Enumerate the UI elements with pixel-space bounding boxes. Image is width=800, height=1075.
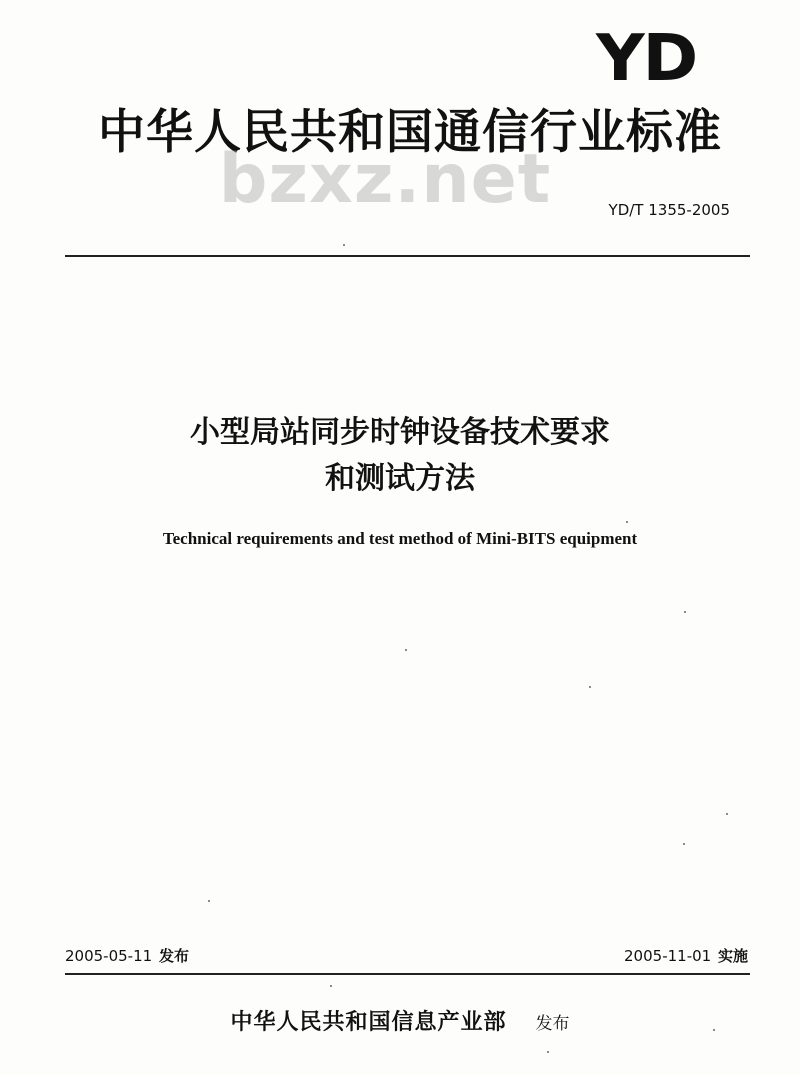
document-title-chinese: [80, 410, 720, 502]
document-title-english: Technical requirements and test method of Mini-BITS equipment: [162, 529, 638, 548]
effective-date-block: [520, 946, 748, 966]
bottom-divider: [65, 973, 750, 975]
publisher-action: 发布: [535, 1014, 570, 1034]
scan-speck: [405, 649, 407, 651]
issue-date: 2005-05-11: [65, 947, 153, 965]
scan-speck: [589, 686, 591, 688]
standard-number: YD/T 1355-2005: [608, 201, 730, 219]
yd-logo: YD: [596, 22, 697, 96]
publisher-line: [100, 1008, 700, 1039]
scan-speck: [726, 813, 728, 815]
scan-speck: [683, 843, 685, 845]
document-title-line-2: 和测试方法: [325, 461, 475, 496]
scan-speck: [208, 900, 210, 902]
scan-speck: [626, 521, 628, 523]
publisher-name: 中华人民共和国信息产业部: [230, 1010, 507, 1035]
effective-date: 2005-11-01: [624, 947, 712, 965]
issue-label: 发布: [158, 947, 189, 965]
effective-label: 实施: [717, 947, 748, 965]
scan-speck: [547, 1051, 549, 1053]
organization-title: 中华人民共和国通信行业标准: [98, 105, 722, 160]
top-divider: [65, 255, 750, 257]
watermark: bzxz.net: [218, 140, 552, 219]
issue-date-block: [65, 946, 189, 966]
scan-speck: [713, 1029, 715, 1031]
scan-speck: [330, 985, 332, 987]
scan-speck: [684, 611, 686, 613]
document-title-line-1: 小型局站同步时钟设备技术要求: [190, 415, 610, 450]
scan-speck: [343, 244, 345, 246]
